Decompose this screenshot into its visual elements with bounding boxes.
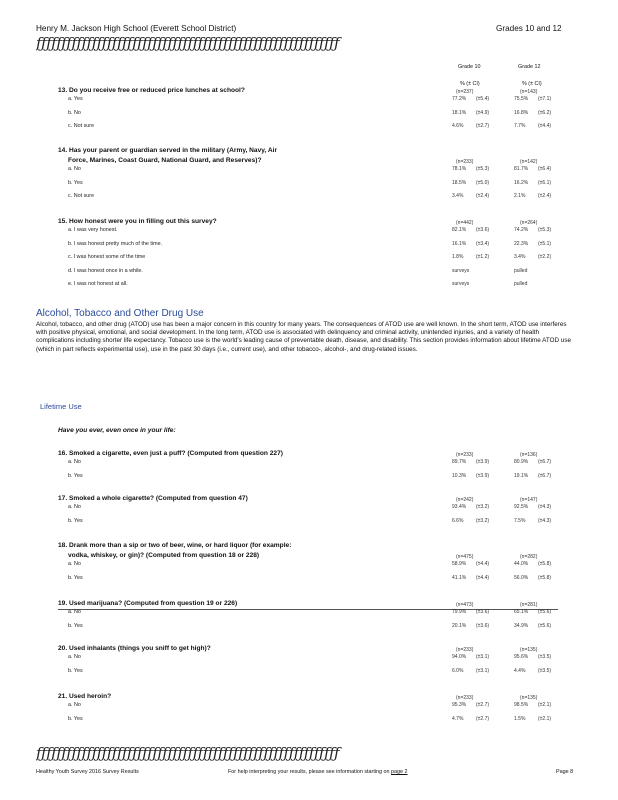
footer-page-number: Page 8 <box>556 769 574 775</box>
grade10-ci: (±1.2) <box>476 254 490 260</box>
question-label: 16. Smoked a cigarette, even just a puff? (Computed from question 227) <box>58 450 283 457</box>
decorative-divider-bottom: ƒƒƒƒƒƒƒƒƒƒƒƒƒƒƒƒƒƒƒƒƒƒƒƒƒƒƒƒƒƒƒƒƒƒƒƒƒƒƒƒƒƒƒƒƒƒƒƒƒƒƒƒƒƒƒƒƒƒƒƒ <box>36 744 340 762</box>
grade10-ci: (±5.0) <box>476 179 490 186</box>
grade10-percent: 95.3% <box>452 702 467 708</box>
grade12-percent: pulled <box>514 281 528 287</box>
grade12-ci: (±6.1) <box>538 179 552 186</box>
grade12-sample-size: (n=281) <box>520 602 538 608</box>
grade10-ci: (±4.4) <box>476 574 490 581</box>
answer-option: b. No <box>68 109 81 116</box>
question-label: 19. Used marijuana? (Computed from question 19 or 226) <box>58 600 238 607</box>
grade12-ci: (±5.3) <box>538 227 552 233</box>
decorative-divider-top: ƒƒƒƒƒƒƒƒƒƒƒƒƒƒƒƒƒƒƒƒƒƒƒƒƒƒƒƒƒƒƒƒƒƒƒƒƒƒƒƒƒƒƒƒƒƒƒƒƒƒƒƒƒƒƒƒƒƒƒƒ <box>36 34 340 52</box>
grade10-heading: Grade 10 <box>458 64 481 70</box>
atod-section-body: Alcohol, tobacco, and other drug (ATOD) use has been a major concern in this country for many years. The consequences of ATOD use are well known. In the short term, ATOD use interferes with positive physical, emotional, and social development. In the long term, ATOD use is associated with delinquency and criminal activity, unintended injuries, and a variety of health complications including shorter life expectancy. Tobacco use is the world's leading cause of preventable death, disease, and disability. This section provides information about lifetime ATOD use (which in part reflects experimental use), use in the past 30 days (i.e., current use), and other tobacco-, alcohol-, and drug-related issues. <box>36 321 571 353</box>
answer-option: b. Yes <box>68 574 83 581</box>
grade12-percent: 4.4% <box>514 667 526 674</box>
grade10-sample-size: (n=233) <box>456 695 474 701</box>
answer-option: c. Not sure <box>68 123 95 129</box>
grade10-sample-size: (n=237) <box>456 89 474 95</box>
grade10-percent: 58.9% <box>452 561 467 567</box>
answer-option: c. Not sure <box>68 193 95 199</box>
grade10-percent: 3.4% <box>452 193 464 199</box>
grade12-sample-size: (n=142) <box>520 159 538 165</box>
grade10-percent: surveys <box>452 267 470 274</box>
grade12-percent: 81.7% <box>514 166 529 172</box>
grade10-percent: 79.9% <box>452 609 467 615</box>
grade12-ci: (±3.5) <box>538 654 552 660</box>
grade12-percent: 7.5% <box>514 517 526 524</box>
grade12-percent: 92.5% <box>514 504 529 510</box>
grade10-ci: (±3.1) <box>476 654 490 660</box>
grade10-ci: (±2.7) <box>476 702 490 708</box>
grade10-ci: (±3.9) <box>476 459 490 465</box>
grade12-sample-size: (n=136) <box>520 452 538 458</box>
footer-help-label: For help interpreting your results, please see information starting on <box>228 769 390 775</box>
grade12-sample-size: (n=282) <box>520 554 538 560</box>
grade10-percent: 10.3% <box>452 472 467 479</box>
grade12-percent: 22.3% <box>514 240 529 247</box>
school-name: Henry M. Jackson High School (Everett School District) <box>36 24 237 33</box>
answer-option: a. No <box>68 702 81 708</box>
grade10-percent: 93.4% <box>452 504 467 510</box>
grade12-ci: (±5.6) <box>538 609 552 615</box>
grade10-percent: 82.1% <box>452 227 467 233</box>
question-label-continued: vodka, whiskey, or gin)? (Computed from question 18 or 228) <box>68 552 260 559</box>
answer-option: a. No <box>68 654 81 660</box>
grade10-ci: (±4.9) <box>476 109 490 116</box>
grade12-percent: 44.0% <box>514 561 529 567</box>
grade10-percent: 41.1% <box>452 574 467 581</box>
answer-option: e. I was not honest at all. <box>68 281 128 287</box>
grade10-ci: (±3.6) <box>476 609 490 615</box>
grade10-sample-size: (n=233) <box>456 159 474 165</box>
grade10-ci: (±2.4) <box>476 193 490 199</box>
answer-option: d. I was honest once in a while. <box>68 267 143 274</box>
answer-option: a. I was very honest. <box>68 227 118 233</box>
grade12-ci: (±7.1) <box>538 96 552 102</box>
grade12-percent: pulled <box>514 267 528 274</box>
answer-option: b. I was honest pretty much of the time. <box>68 240 163 247</box>
grade10-ci: (±4.4) <box>476 561 490 567</box>
question-label-continued: Force, Marines, Coast Guard, National Guard, and Reserves)? <box>68 157 262 164</box>
grade12-percent: 16.2% <box>514 179 529 186</box>
grade12-percent: 2.1% <box>514 193 526 199</box>
question-label: 21. Used heroin? <box>58 693 112 700</box>
grade12-percent: 65.1% <box>514 609 529 615</box>
grade12-percent: 1.5% <box>514 715 526 722</box>
answer-option: b. Yes <box>68 667 83 674</box>
grade10-percent: 18.1% <box>452 109 467 116</box>
grade10-sample-size: (n=442) <box>456 220 474 226</box>
grade12-ci: (±6.7) <box>538 472 552 479</box>
question-label: 20. Used inhalants (things you sniff to get high)? <box>58 645 211 652</box>
grade10-sample-size: (n=475) <box>456 554 474 560</box>
grade12-ci: (±5.8) <box>538 561 552 567</box>
answer-option: b. Yes <box>68 622 83 629</box>
footer-page-link[interactable]: page 2 <box>391 769 408 775</box>
footer-help-text <box>228 769 408 775</box>
answer-option: a. No <box>68 561 81 567</box>
answer-option: a. No <box>68 166 81 172</box>
grade12-percent: 75.5% <box>514 96 529 102</box>
grade12-ci: (±5.1) <box>538 240 552 247</box>
question-label: 17. Smoked a whole cigarette? (Computed from question 47) <box>58 495 248 502</box>
grade12-sample-size: (n=143) <box>520 89 538 95</box>
grade10-ci: (±3.6) <box>476 622 490 629</box>
grade10-percent: 6.0% <box>452 667 464 674</box>
grade12-percent: 3.4% <box>514 254 526 260</box>
grade12-percent: 80.9% <box>514 459 529 465</box>
answer-option: b. Yes <box>68 472 83 479</box>
grade10-ci: (±3.2) <box>476 504 490 510</box>
grade10-percent: surveys <box>452 281 470 287</box>
grades-label: Grades 10 and 12 <box>496 24 562 33</box>
grade12-percent: 16.8% <box>514 109 529 116</box>
grade10-percent: 4.7% <box>452 715 464 722</box>
grade12-ci: (±6.4) <box>538 166 552 172</box>
atod-section-title: Alcohol, Tobacco and Other Drug Use <box>36 308 204 319</box>
answer-option: b. Yes <box>68 715 83 722</box>
grade10-sample-size: (n=242) <box>456 497 474 503</box>
grade10-ci: (±5.4) <box>476 96 490 102</box>
grade10-sample-size: (n=473) <box>456 602 474 608</box>
question-label: 15. How honest were you in filling out this survey? <box>58 218 217 225</box>
grade12-percent: 95.6% <box>514 654 529 660</box>
grade12-ci: (±4.3) <box>538 517 552 524</box>
grade10-ci: (±3.2) <box>476 517 490 524</box>
grade12-ci: (±4.4) <box>538 123 552 129</box>
grade12-sample-size: (n=147) <box>520 497 538 503</box>
grade10-percent: 94.0% <box>452 654 467 660</box>
grade10-percent: 16.1% <box>452 240 467 247</box>
answer-option: a. No <box>68 504 81 510</box>
grade10-sample-size: (n=233) <box>456 647 474 653</box>
question-label: 13. Do you receive free or reduced price lunches at school? <box>58 87 245 94</box>
grade10-ci: (±5.3) <box>476 166 490 172</box>
grade12-ci: (±2.1) <box>538 702 552 708</box>
grade10-percent: 78.1% <box>452 166 467 172</box>
grade10-ci: (±3.6) <box>476 227 490 233</box>
grade12-ci: (±5.8) <box>538 574 552 581</box>
grade12-ci: (±6.7) <box>538 459 552 465</box>
grade12-ci: (±4.3) <box>538 504 552 510</box>
grade12-ci: (±6.2) <box>538 109 552 116</box>
grade10-ci: (±3.4) <box>476 240 490 247</box>
grade10-percent: 18.5% <box>452 179 467 186</box>
grade12-percent: 74.2% <box>514 227 529 233</box>
footer-survey-title: Healthy Youth Survey 2016 Survey Results <box>36 769 139 775</box>
grade10-sample-size: (n=233) <box>456 452 474 458</box>
grade12-ci: (±3.5) <box>538 667 552 674</box>
grade12-ci: (±2.1) <box>538 715 552 722</box>
grade12-percent: 56.0% <box>514 574 529 581</box>
answer-option: b. Yes <box>68 517 83 524</box>
grade10-percent: 20.1% <box>452 622 467 629</box>
grade12-percent: 19.1% <box>514 472 529 479</box>
answer-option: a. No <box>68 459 81 465</box>
answer-option: a. Yes <box>68 96 83 102</box>
grade10-ci: (±3.1) <box>476 667 490 674</box>
answer-option: a. No <box>68 609 81 615</box>
grade10-ci: (±2.7) <box>476 715 490 722</box>
lifetime-use-title: Lifetime Use <box>40 402 82 411</box>
grade10-ci: (±2.7) <box>476 123 490 129</box>
grade12-percent: 34.9% <box>514 622 529 629</box>
answer-option: c. I was honest some of the time <box>68 254 146 260</box>
grade12-sample-size: (n=135) <box>520 647 538 653</box>
answer-option: b. Yes <box>68 179 83 186</box>
grade12-percent: 7.7% <box>514 123 526 129</box>
grade10-percent: 1.8% <box>452 254 464 260</box>
grade12-sample-size: (n=264) <box>520 220 538 226</box>
grade12-ci: (±5.6) <box>538 622 552 629</box>
grade12-ci: (±2.4) <box>538 193 552 199</box>
grade12-ci-heading: % (± CI) <box>522 81 542 87</box>
grade10-ci-heading: % (± CI) <box>460 81 480 87</box>
grade10-percent: 6.6% <box>452 517 464 524</box>
lifetime-intro: Have you ever, even once in your life: <box>58 427 176 434</box>
grade10-percent: 4.6% <box>452 123 464 129</box>
grade10-percent: 77.2% <box>452 96 467 102</box>
question-label: 14. Has your parent or guardian served in the military (Army, Navy, Air <box>58 147 278 154</box>
grade12-ci: (±2.2) <box>538 254 552 260</box>
grade10-ci: (±3.9) <box>476 472 490 479</box>
question-label: 18. Drank more than a sip or two of beer, wine, or hard liquor (for example: <box>58 542 292 549</box>
grade12-sample-size: (n=135) <box>520 695 538 701</box>
grade12-heading: Grade 12 <box>518 64 541 70</box>
grade10-percent: 89.7% <box>452 459 467 465</box>
grade12-percent: 98.5% <box>514 702 529 708</box>
